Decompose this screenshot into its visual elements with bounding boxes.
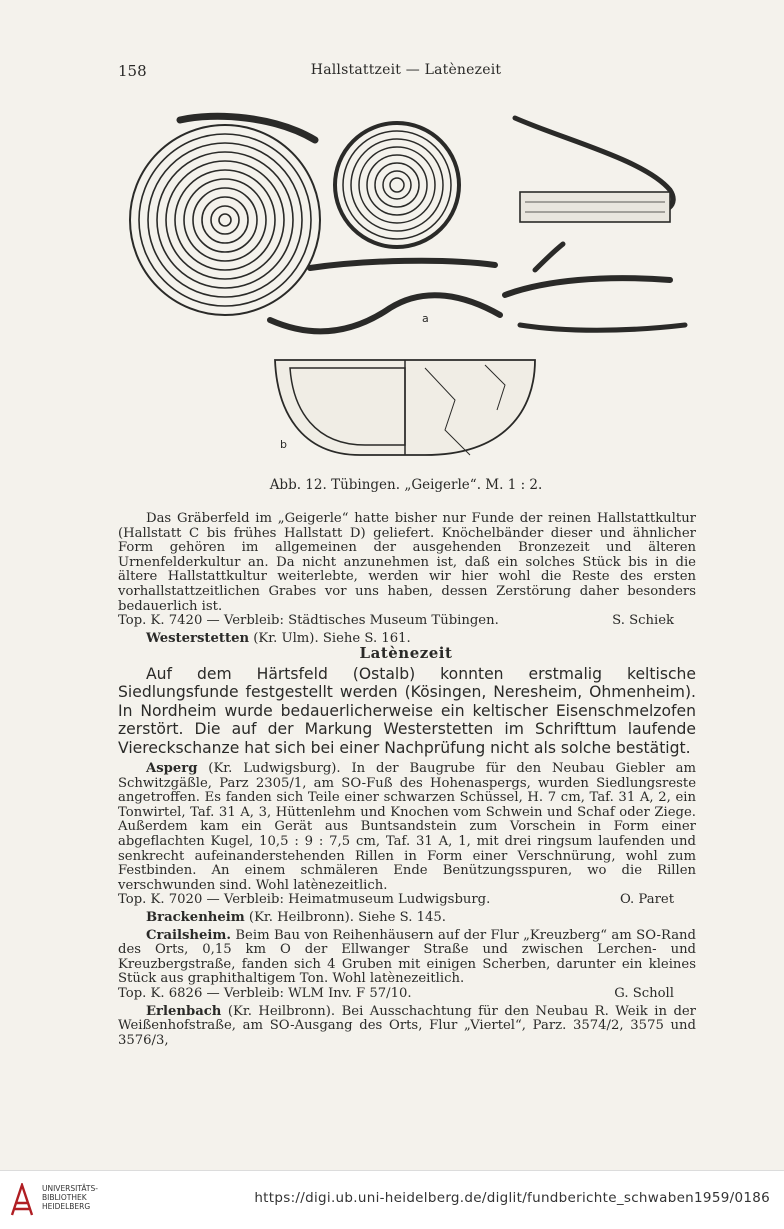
library-logo-mark-icon bbox=[10, 1183, 34, 1217]
logo-line-1: UNIVERSITÄTS- bbox=[42, 1184, 98, 1193]
asperg-name: Asperg bbox=[146, 761, 198, 776]
footer-bar bbox=[0, 1170, 784, 1229]
crailsheim-text: Beim Bau von Reihenhäusern auf der Flur „Kreuzberg“ am SO-Rand des Orts, 0,15 km O der Ellwanger Straße und zwischen Lerchen- und Kreuzbergstraße, fanden sich 4 Gruben mit einigen Scherben, darunter ein kleines Stück aus graphithaltigem Ton. Wohl latènezeitlich. bbox=[118, 927, 696, 987]
crailsheim-author: G. Scholl bbox=[614, 985, 674, 1001]
bent-pin bbox=[515, 118, 673, 222]
asperg-entry bbox=[118, 762, 696, 893]
westerstetten-text: (Kr. Ulm). Siehe S. 161. bbox=[249, 630, 411, 646]
library-logo[interactable] bbox=[10, 1181, 140, 1221]
bowl-section bbox=[275, 360, 535, 455]
brackenheim-text: (Kr. Heilbronn). Siehe S. 145. bbox=[244, 909, 446, 925]
figure-abb-12 bbox=[125, 110, 700, 470]
hallstatt-section bbox=[118, 512, 696, 646]
crailsheim-topo-reference: Top. K. 6826 — Verbleib: WLM Inv. F 57/10. bbox=[118, 985, 412, 1001]
library-logo-text bbox=[42, 1184, 98, 1211]
figure-label-a: a bbox=[422, 312, 429, 325]
latene-intro: Auf dem Härtsfeld (Ostalb) konnten erstmalig keltische Siedlungsfunde festgestellt werden (Kösingen, Neresheim, Ohmenheim). In Nordheim wurde bedauerlicherweise ein keltischer Eisenschmelzofen zerstört. Die auf der Markung Westerstetten im Schrifttum laufende Viereckschanze hat sich bei einer Nachprüfung nicht als solche bestätigt. bbox=[118, 665, 696, 757]
running-title: Hallstattzeit — Latènezeit bbox=[310, 62, 502, 78]
hallstatt-topo-reference: Top. K. 7420 — Verbleib: Städtisches Museum Tübingen. bbox=[118, 613, 499, 629]
erlenbach-text: (Kr. Heilbronn). Bei Ausschachtung für den Neubau R. Weik in der Weißenhofstraße, am SO-Ausgang des Orts, Flur „Viertel“, Parz. 3574/2, 3575 und 3576/3, bbox=[118, 1003, 696, 1048]
hallstatt-author: S. Schiek bbox=[612, 613, 674, 629]
latene-entries bbox=[118, 762, 696, 1048]
logo-line-3: HEIDELBERG bbox=[42, 1202, 91, 1211]
figure-drawing bbox=[125, 110, 700, 470]
hallstatt-top-line bbox=[118, 614, 696, 629]
spiral-disc-large bbox=[130, 116, 320, 315]
brackenheim-entry bbox=[118, 911, 696, 926]
source-url-link[interactable]: https://digi.ub.uni-heidelberg.de/diglit/fundberichte_schwaben1959/0186 bbox=[254, 1190, 770, 1206]
logo-line-2: BIBLIOTHEK bbox=[42, 1193, 87, 1202]
crailsheim-name: Crailsheim. bbox=[146, 927, 231, 943]
running-head bbox=[118, 62, 694, 82]
page-number: 158 bbox=[118, 62, 147, 80]
figure-caption: Abb. 12. Tübingen. „Geigerle“. M. 1 : 2. bbox=[269, 477, 543, 493]
crailsheim-top-line bbox=[118, 987, 696, 1002]
hallstatt-paragraph: Das Gräberfeld im „Geigerle“ hatte bisher nur Funde der reinen Hallstattkultur (Hallstatt C bis frühes Hallstatt D) geliefert. Knöchelbänder dieser und ähnlicher Form gehören im allgemeinen der ausgehenden Bronzezeit und älteren Urnenfelderkultur an. Da nicht anzunehmen ist, daß ein solches Stück bis in die ältere Hallstattkultur weiterlebte, werden wir hier wohl die Reste des ersten vorhallstattzeitlichen Grabes vor uns haben, dessen Zerstörung daher besonders bedauerlich ist. bbox=[118, 511, 696, 614]
crailsheim-entry bbox=[118, 929, 696, 987]
spiral-disc-small bbox=[335, 123, 459, 247]
erlenbach-entry bbox=[118, 1005, 696, 1049]
section-heading-latene: Latènezeit bbox=[359, 644, 453, 662]
bracelet-fragments bbox=[270, 244, 685, 331]
erlenbach-name: Erlenbach bbox=[146, 1003, 222, 1019]
figure-label-b: b bbox=[280, 438, 287, 451]
brackenheim-name: Brackenheim bbox=[146, 909, 245, 925]
asperg-text: (Kr. Ludwigsburg). In der Baugrube für den Neubau Giebler am Schwitzgäßle, Parz 2305/1, am SO-Fuß des Hohenaspergs, wurden Siedlungsreste angetroffen. Es fanden sich Teile einer schwarzen Schüssel, H. 7 cm, Taf. 31 A, 2, ein Tonwirtel, Taf. 31 A, 3, Hüttenlehm und Knochen vom Schwein und Schaf oder Ziege. Außerdem kam ein Gerät aus Buntsandstein zum Vorschein in Form einer abgeflachten Kugel, 10,5 : 9 : 7,5 cm, Taf. 31 A, 1, mit drei ringsum laufenden und senkrecht aufeinanderstehenden Rillen in Form einer Verschnürung, wohl zum Festbinden. An einem schmäleren Ende Benützungsspuren, wo die Rillen verschwunden sind. Wohl latènezeitlich. bbox=[118, 761, 696, 893]
asperg-top-line bbox=[118, 893, 696, 908]
westerstetten-name: Westerstetten bbox=[146, 630, 250, 646]
asperg-author: O. Paret bbox=[620, 892, 674, 908]
asperg-topo-reference: Top. K. 7020 — Verbleib: Heimatmuseum Ludwigsburg. bbox=[118, 892, 491, 908]
